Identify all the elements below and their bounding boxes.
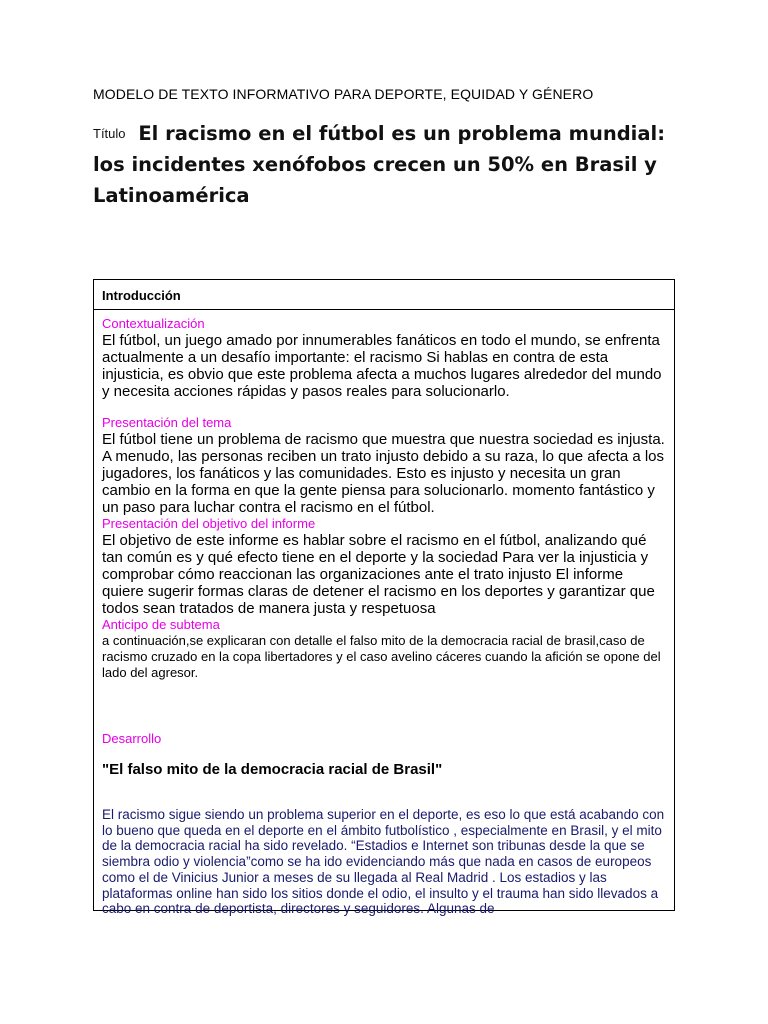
section-text-topic: El fútbol tiene un problema de racismo que muestra que nuestra sociedad es injusta. A menudo, las personas reciben un trato injusto debido a su raza, lo que afecta a los jugadores, los fanáticos y las comunidades. Esto es injusto y necesita un gran cambio en la forma en que la gente piensa para solucionarlo. momento fantástico y un paso para luchar contra el racismo en el fútbol. bbox=[102, 431, 665, 516]
development-text: El racismo sigue siendo un problema superior en el deporte, es eso lo que está acabando con lo bueno que queda en el deporte en el ámbito futbolístico , especialmente en Brasil, y el mito de la democracia racial ha sido revelado. “Estadios e Internet son tribunas desde la que se siembra odio y violencia”como se ha ido evidenciando más que nada en casos de europeos como el de Vinicius Junior a meses de su llegada al Real Madrid . Los estadios y las plataformas online han sido los sitios donde el odio, el insulto y el trauma han sido llevados a cabo en contra de deportista, directores y seguidores. Algunas de bbox=[102, 807, 665, 917]
introduction-table bbox=[93, 279, 675, 917]
title-label: Título bbox=[93, 126, 126, 141]
section-text-objective: El objetivo de este informe es hablar sobre el racismo en el fútbol, analizando qué tan común es y qué efecto tiene en el deporte y la sociedad Para ver la injusticia y comprobar cómo reaccionan las organizaciones ante el trato injusto El informe quiere sugerir formas claras de detener el racismo en los deportes y garantizar que todos sean tratados de manera justa y respetuosa bbox=[102, 532, 655, 617]
section-text-subtopics: a continuación,se explicaran con detalle el falso mito de la democracia racial de brasil,caso de racismo cruzado en la copa libertadores y el caso avelino cáceres cuando la afición se opone del lado del agresor. bbox=[102, 633, 661, 680]
section-label-contextualization: Contextualización bbox=[102, 316, 205, 331]
section-label-objective: Presentación del objetivo del informe bbox=[102, 516, 316, 531]
section-label-topic: Presentación del tema bbox=[102, 415, 232, 430]
document-title bbox=[93, 118, 693, 211]
introduction-heading: Introducción bbox=[94, 280, 674, 310]
section-label-subtopics: Anticipo de subtema bbox=[102, 617, 220, 632]
document-header: MODELO DE TEXTO INFORMATIVO PARA DEPORTE, EQUIDAD Y GÉNERO bbox=[93, 86, 594, 102]
title-text: El racismo en el fútbol es un problema mundial: los incidentes xenófobos crecen un 50% en Brasil y Latinoamérica bbox=[93, 122, 665, 207]
development-subtitle: "El falso mito de la democracia racial de Brasil" bbox=[102, 761, 443, 778]
section-text-contextualization: El fútbol, un juego amado por innumerables fanáticos en todo el mundo, se enfrenta actualmente a un desafío importante: el racismo Si hablas en contra de esta injusticia, es obvio que este problema afecta a muchos lugares alrededor del mundo y necesita acciones rápidas y pasos reales para solucionarlo. bbox=[102, 332, 662, 400]
introduction-body bbox=[94, 310, 674, 917]
development-label: Desarrollo bbox=[102, 731, 162, 746]
